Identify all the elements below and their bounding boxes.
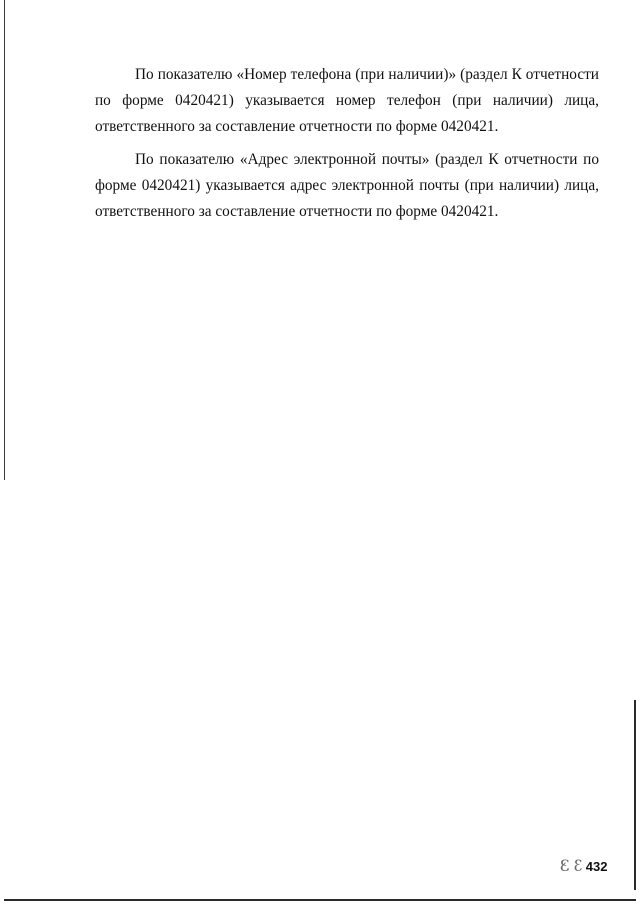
body-text (95, 62, 599, 233)
scan-edge-right (634, 700, 636, 890)
scan-edge-bottom (4, 899, 636, 901)
scan-edge-left (4, 0, 5, 480)
page-number: 432 (585, 859, 608, 874)
stamp-mark: Ꜫ ꜫ (560, 858, 583, 875)
page-footer (560, 856, 607, 876)
paragraph-phone: По показателю «Номер телефона (при наличии)» (раздел К отчетности по форме 0420421) указывается номер телефон (при наличии) лица, ответственного за составление отчетности по форме 0420421. (95, 66, 599, 135)
paragraph-email: По показателю «Адрес электронной почты» (раздел К отчетности по форме 0420421) указывается адрес электронной почты (при наличии) лица, ответственного за составление отчетности по форме 0420421. (95, 151, 599, 220)
